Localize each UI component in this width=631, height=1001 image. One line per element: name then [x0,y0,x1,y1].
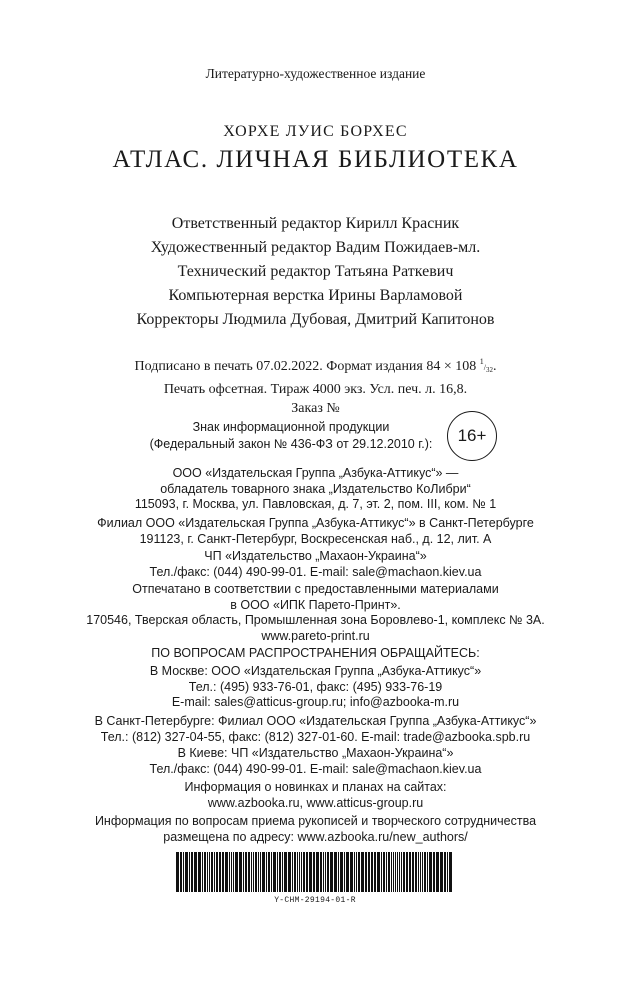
barcode-bar [207,852,208,892]
barcode-bar [388,852,390,892]
barcode-bar [418,852,419,892]
barcode-bar [266,852,267,892]
author-name: ХОРХЕ ЛУИС БОРХЕС [223,123,408,140]
barcode-bar [368,852,370,892]
distribution-kiev [0,746,631,777]
barcode-bar [393,852,394,892]
barcode-bar [303,852,305,892]
info-product-sign [0,419,631,459]
barcode-bar [299,852,300,892]
barcode-bar [216,852,218,892]
barcode-bar [183,852,184,892]
barcode-bar [214,852,215,892]
distribution-line: В Киеве: ЧП «Издательство „Махаон-Украина“» [177,746,454,760]
publisher-line: ООО «Издательская Группа „Азбука-Аттикус“» — [172,466,459,480]
publisher-line: обладатель товарного знака „Издательство КоЛибри“ [160,481,471,496]
credit-line: Компьютерная верстка Ирины Варламовой [168,287,463,304]
ukraine-block [0,549,631,580]
distribution-line: В Москве: ООО «Издательская Группа „Азбука-Аттикус“» [149,664,482,678]
barcode-bar [397,852,398,892]
barcode-bar [251,852,252,892]
print-line-format [0,352,631,380]
barcode-bar [399,852,400,892]
barcode-bar [202,852,203,892]
branch-line: Филиал ООО «Издательская Группа „Азбука-Аттикус“» в Санкт-Петербурге [97,516,534,530]
barcode-bar [323,852,324,892]
info-product-sign-text [146,419,436,453]
barcode-code: Y-CHM-29194-01-R [274,896,356,905]
barcode-bar [391,852,392,892]
barcode-bar [358,852,360,892]
sites-line: Информация о новинках и планах на сайтах: [184,780,447,794]
barcode-bar [284,852,287,892]
barcode-bar [288,852,291,892]
barcode-bar [198,852,201,892]
barcode-bar [204,852,206,892]
sign-line: (Федеральный закон № 436-ФЗ от 29.12.2010 г.): [149,437,433,451]
barcode-bar [229,852,230,892]
distribution-line: В Санкт-Петербурге: Филиал ООО «Издательская Группа „Азбука-Аттикус“» [94,714,537,728]
print-details [0,352,631,418]
barcode-bar [377,852,380,892]
barcode-bar [350,852,353,892]
credit-line: Ответственный редактор Кирилл Красник [171,215,460,232]
barcode-bar [279,852,281,892]
barcode-bar [255,852,257,892]
barcode [174,852,456,910]
barcode-bar [403,852,405,892]
print-line-circulation: Печать офсетная. Тираж 4000 экз. Усл. печ. л. 16,8. [163,382,468,397]
barcode-bar [327,852,329,892]
barcode-bar [231,852,232,892]
authors-info-line: Информация по вопросам приема рукописей и творческого сотрудничества [94,814,537,828]
sites-block [0,780,631,811]
barcode-bar [356,852,357,892]
barcode-bar [260,852,261,892]
barcode-bar [176,852,179,892]
barcode-bar [354,852,355,892]
barcode-bar [292,852,293,892]
barcode-bar [415,852,417,892]
barcode-bar [189,852,190,892]
fraction-end: . [493,359,497,374]
barcode-bar [313,852,315,892]
authors-info-line: размещена по адресу: www.azbooka.ru/new_authors/ [163,829,468,844]
publisher-block [0,466,631,513]
barcode-bar [301,852,302,892]
book-title: АТЛАС. ЛИЧНАЯ БИБЛИОТЕКА [112,146,519,173]
barcode-bar [243,852,244,892]
barcode-bar [427,852,428,892]
barcode-bar [316,852,319,892]
barcode-bar [374,852,376,892]
barcode-bar [433,852,435,892]
fraction-numerator: 1 [479,357,484,366]
printer-line: www.pareto-print.ru [261,628,370,643]
barcode-bar [444,852,446,892]
barcode-bar [180,852,182,892]
distribution-line: E-mail: sales@atticus-group.ru; info@azbooka-m.ru [171,695,460,710]
barcode-bar [338,852,339,892]
barcode-bar [424,852,426,892]
distribution-spb [0,714,631,745]
barcode-bar [344,852,345,892]
printer-block [0,582,631,644]
barcode-bar [258,852,259,892]
sign-line: Знак информационной продукции [192,420,390,434]
printer-line: 170546, Тверская область, Промышленная зона Боровлево-1, комплекс № 3А. [86,613,545,628]
credits-block [0,212,631,332]
barcode-bar [346,852,349,892]
ukraine-line: ЧП «Издательство „Махаон-Украина“» [204,549,427,563]
barcode-bar [222,852,224,892]
barcode-bar [401,852,402,892]
barcode-bar [365,852,367,892]
barcode-bar [262,852,265,892]
branch-line: 191123, г. Санкт-Петербург, Воскресенская наб., д. 12, лит. А [139,531,492,546]
barcode-bar [277,852,278,892]
barcode-bar [239,852,242,892]
barcode-bar [371,852,373,892]
ukraine-line: Тел./факс: (044) 490-99-01. E-mail: sale@machaon.kiev.ua [149,564,482,579]
barcode-bar [211,852,213,892]
barcode-bar [271,852,272,892]
barcode-bar [191,852,193,892]
publisher-line: 115093, г. Москва, ул. Павловская, д. 7, эт. 2, пом. III, ком. № 1 [134,497,497,512]
barcode-bar [325,852,326,892]
barcode-bar [233,852,234,892]
print-format-text: Подписано в печать 07.02.2022. Формат издания 84 × 108 [134,359,477,374]
genre-label: Литературно-художественное издание [205,66,426,81]
barcode-bar [440,852,443,892]
barcode-bar [273,852,276,892]
barcode-bar [248,852,250,892]
barcode-bar [361,852,364,892]
sites-line: www.azbooka.ru, www.atticus-group.ru [207,795,424,810]
barcode-bar [412,852,414,892]
distribution-line: Тел.: (495) 933-76-01, факс: (495) 933-76-19 [188,679,443,694]
credit-line: Художественный редактор Вадим Пожидаев-мл. [150,239,481,256]
barcode-bar [429,852,432,892]
barcode-bar [386,852,387,892]
barcode-bar [420,852,421,892]
age-rating-badge: 16+ [447,411,497,461]
print-line-order: Заказ № [291,401,340,416]
barcode-bar [194,852,197,892]
barcode-bar [209,852,210,892]
barcode-bar [383,852,385,892]
printer-line: в ООО «ИПК Парето-Принт». [230,597,401,612]
distribution-moscow [0,664,631,711]
spb-branch-block [0,516,631,547]
printer-line: Отпечатано в соответствии с предоставленными материалами [132,582,499,596]
barcode-bar [309,852,312,892]
barcode-bar [235,852,238,892]
barcode-bar [447,852,448,892]
barcode-bar [225,852,228,892]
credit-line: Корректоры Людмила Дубовая, Дмитрий Капитонов [136,311,495,328]
barcode-bar [422,852,423,892]
barcode-bar [268,852,270,892]
authors-info-block [0,814,631,845]
barcode-bar [449,852,452,892]
barcode-bar [253,852,254,892]
fraction-denominator: 32 [486,366,493,374]
barcode-bar [395,852,396,892]
distribution-line: Тел.: (812) 327-04-55, факс: (812) 327-01-60. E-mail: trade@azbooka.spb.ru [100,729,531,744]
barcode-bar [340,852,343,892]
barcode-bar [436,852,439,892]
format-fraction: $^1/_{32}$ [479,357,493,374]
barcode-bar [409,852,411,892]
barcode-bar [245,852,247,892]
barcode-bar [282,852,283,892]
barcode-bar [330,852,333,892]
credit-line: Технический редактор Татьяна Раткевич [177,263,454,280]
barcode-bar [219,852,221,892]
distribution-block [0,646,631,662]
barcode-bar [297,852,298,892]
barcode-bar [306,852,308,892]
barcode-image [174,852,456,892]
barcode-bar [334,852,337,892]
barcode-bar [406,852,408,892]
barcode-bar [381,852,382,892]
barcode-bar [294,852,296,892]
barcode-bar [320,852,322,892]
distribution-heading: ПО ВОПРОСАМ РАСПРОСТРАНЕНИЯ ОБРАЩАЙТЕСЬ: [151,646,480,660]
barcode-bar [185,852,188,892]
distribution-line: Тел./факс: (044) 490-99-01. E-mail: sale@machaon.kiev.ua [149,761,482,776]
